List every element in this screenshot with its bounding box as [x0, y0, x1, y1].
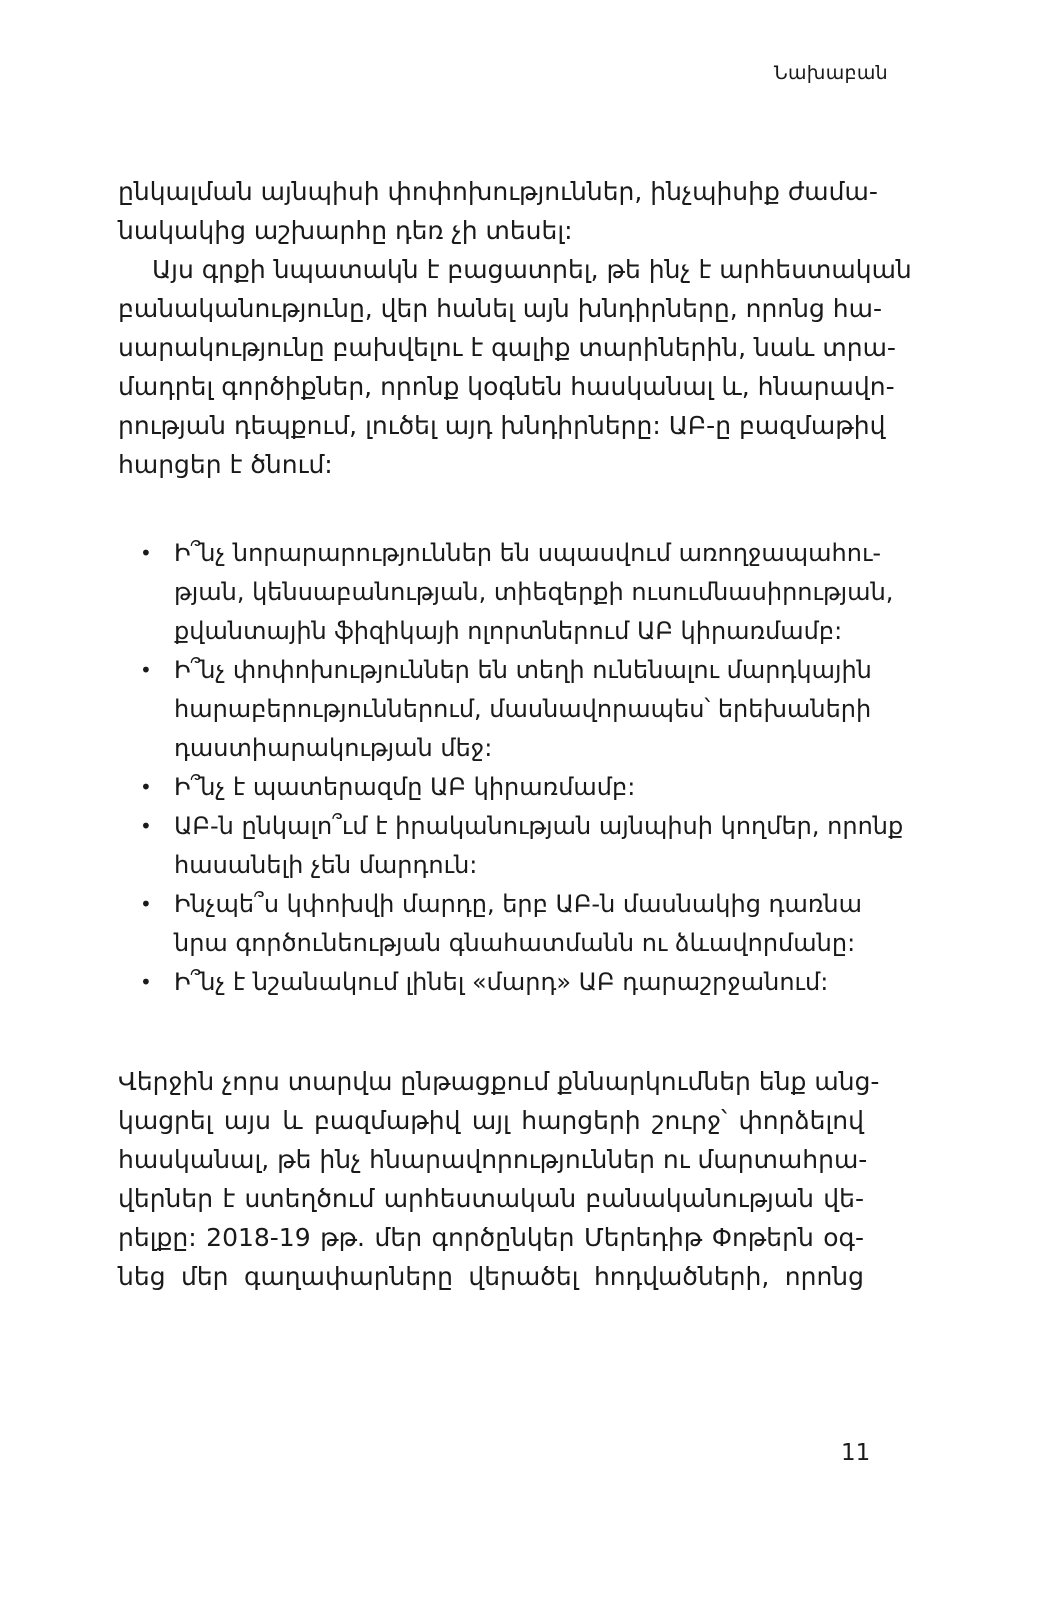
bullet-icon: •: [140, 814, 152, 838]
list-item: [140, 651, 872, 768]
purpose-paragraph: [118, 250, 912, 484]
closing-paragraph: [118, 1062, 880, 1296]
text-line: կացրել այս և բազմաթիվ այլ հարցերի շուրջ՝ փորձելով: [118, 1106, 864, 1135]
text-line: նեց մեր գաղափարները վերածել հոդվածների, որոնց: [118, 1262, 864, 1291]
list-item: [140, 807, 904, 885]
running-header: Նախաբան: [773, 62, 888, 84]
text-line: սարակությունը բախվելու է գալիք տարիներին, նաև տրա-: [118, 333, 896, 362]
list-item: [140, 534, 894, 651]
text-line: հասկանալ, թե ինչ հնարավորություններ ու մարտահրա-: [118, 1145, 868, 1174]
bullet-icon: •: [140, 775, 152, 799]
text-line: հարաբերություններում, մասնավորապես՝ երեխաների: [174, 695, 872, 723]
text-line: Այս գրքի նպատակն է բացատրել, թե ինչ է արհեստական: [152, 255, 912, 284]
bullet-icon: •: [140, 541, 152, 565]
list-item: [140, 885, 864, 963]
text-line: բանականությունը, վեր հանել այն խնդիրները, որոնց հա-: [118, 294, 882, 323]
list-item: [140, 963, 864, 1002]
text-line: քվանտային ֆիզիկայի ոլորտներում ԱԲ կիրառմամբ:: [174, 617, 843, 645]
text-line: Ինչպե՞ս կփոխվի մարդը, երբ ԱԲ-ն մասնակից դառնա: [174, 890, 862, 918]
text-line: թյան, կենսաբանության, տիեզերքի ուսումնասիրության,: [174, 578, 894, 606]
text-line: ԱԲ-ն ընկալո՞ւմ է իրականության այնպիսի կողմեր, որոնք: [174, 812, 904, 840]
page-number: 11: [841, 1440, 871, 1466]
text-line: Ի՞նչ նորարարություններ են սպասվում առողջապահու-: [174, 539, 882, 567]
text-line: հարցեր է ծնում:: [118, 450, 333, 479]
text-line: Վերջին չորս տարվա ընթացքում քննարկումներ ենք անց-: [118, 1067, 880, 1096]
text-line: րության դեպքում, լուծել այդ խնդիրները: ԱԲ-ը բազմաթիվ: [118, 411, 886, 440]
text-line: ընկալման այնպիսի փոփոխություններ, ինչպիսիք ժամա-: [118, 177, 878, 206]
intro-paragraph: [118, 172, 878, 250]
text-line: Ի՞նչ փոփոխություններ են տեղի ունենալու մարդկային: [174, 656, 872, 684]
text-line: հասանելի չեն մարդուն:: [174, 851, 478, 879]
bullet-icon: •: [140, 970, 152, 994]
text-line: նակակից աշխարհը դեռ չի տեսել:: [118, 216, 573, 245]
text-line: դաստիարակության մեջ:: [174, 734, 493, 762]
bullet-icon: •: [140, 892, 152, 916]
text-line: մադրել գործիքներ, որոնք կօգնեն հասկանալ և, հնարավո-: [118, 372, 895, 401]
text-line: Ի՞նչ է պատերազմը ԱԲ կիրառմամբ:: [174, 773, 636, 801]
text-line: վերներ է ստեղծում արհեստական բանականության վե-: [118, 1184, 864, 1213]
text-line: Ի՞նչ է նշանակում լինել «մարդ» ԱԲ դարաշրջանում:: [174, 968, 829, 996]
bullet-icon: •: [140, 658, 152, 682]
questions-list: [140, 534, 904, 1002]
list-item: [140, 768, 864, 807]
text-line: րելքը: 2018-19 թթ. մեր գործընկեր Մերեդիթ Փոթերն օգ-: [118, 1223, 864, 1252]
text-line: նրա գործունեության գնահատմանն ու ձևավորմանը:: [174, 929, 856, 957]
